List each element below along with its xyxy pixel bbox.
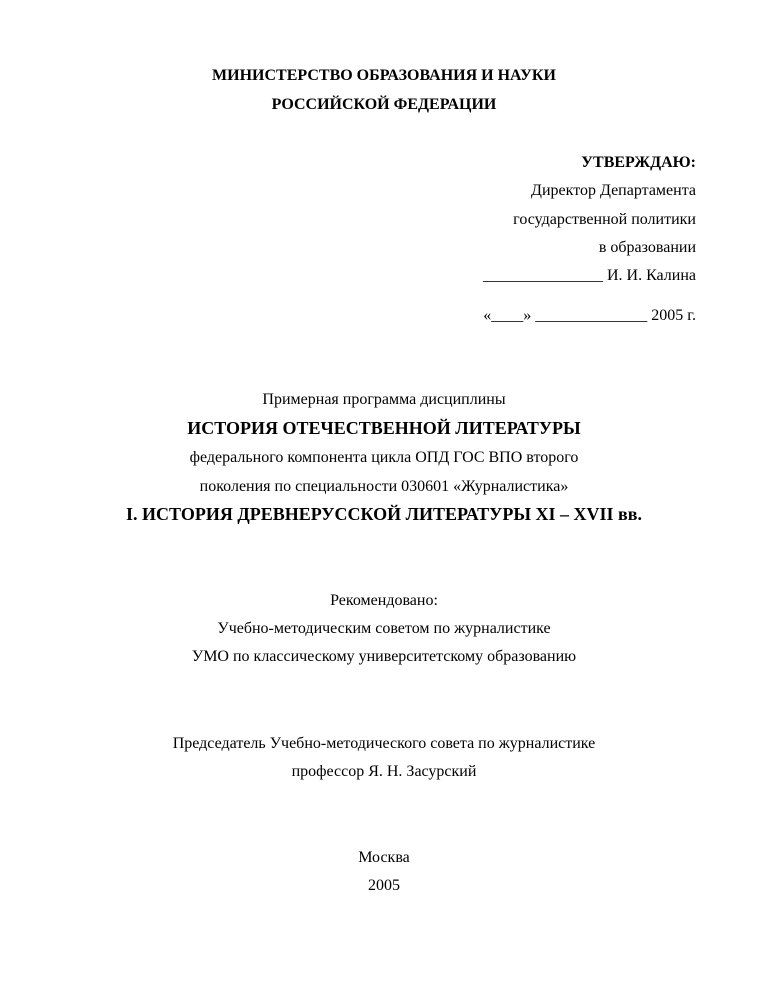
recommendation-title: Рекомендовано: <box>330 592 438 609</box>
program-intro: Примерная программа дисциплины <box>262 391 506 408</box>
recommendation-line1: Учебно-методическим советом по журналистике <box>217 620 551 637</box>
program-description-line2: поколения по специальности 030601 «Журналистика» <box>199 478 569 495</box>
ministry-title-line1: МИНИСТЕРСТВО ОБРАЗОВАНИЯ И НАУКИ <box>212 67 556 84</box>
chairman-line1: Председатель Учебно-методического совета по журналистике <box>172 735 596 752</box>
approval-position-line1: Директор Департамента <box>531 182 696 199</box>
discipline-title: ИСТОРИЯ ОТЕЧЕСТВЕННОЙ ЛИТЕРАТУРЫ <box>187 418 581 438</box>
approval-position-line3: в образовании <box>598 239 696 256</box>
program-description-line1: федерального компонента цикла ОПД ГОС ВПО второго <box>189 449 579 466</box>
approval-date-line: «____» ______________ 2005 г. <box>483 307 696 324</box>
section-title: I. ИСТОРИЯ ДРЕВНЕРУССКОЙ ЛИТЕРАТУРЫ XI – XVII вв. <box>126 504 642 524</box>
footer-city: Москва <box>358 849 410 866</box>
approval-title: УТВЕРЖДАЮ: <box>581 154 696 171</box>
recommendation-line2: УМО по классическому университетскому образованию <box>191 648 577 665</box>
ministry-title-line2: РОССИЙСКОЙ ФЕДЕРАЦИИ <box>271 96 497 113</box>
footer-year: 2005 <box>368 877 400 894</box>
approval-signature-line: _______________ И. И. Калина <box>482 267 696 284</box>
approval-position-line2: государственной политики <box>513 211 696 228</box>
chairman-line2: профессор Я. Н. Засурский <box>291 763 477 780</box>
